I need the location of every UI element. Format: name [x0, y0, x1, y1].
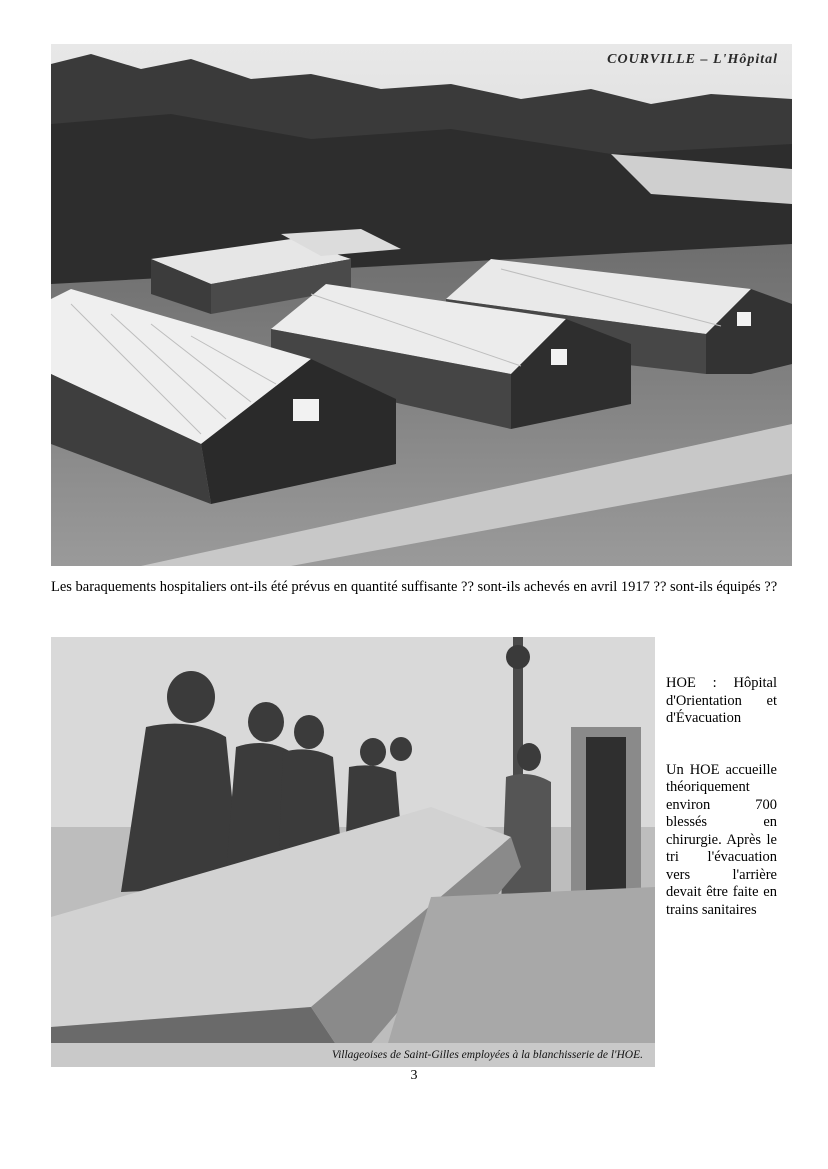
sidebar-explanation: Un HOE accueille théoriquement environ 700 blessés en chirurgie. Après le tri l'évacuation vers l'arrière devait être faite en trains sanitaires [666, 761, 777, 918]
laundry-illustration [51, 637, 655, 1067]
page-number: 3 [410, 1068, 418, 1083]
body-paragraph: Les baraquements hospitaliers ont-ils été prévus en quantité suffisante ?? sont-ils achevés en avril 1917 ?? sont-ils équipés ?? [51, 579, 778, 595]
sidebar-text [666, 675, 777, 919]
photo1-caption: COURVILLE – L'Hôpital [607, 52, 778, 67]
photo2-caption: Villageoises de Saint-Gilles employées à la blanchisserie de l'HOE. [331, 1049, 643, 1061]
barracks-illustration [51, 44, 792, 566]
hospital-barracks-photo [51, 44, 792, 566]
sidebar-definition: HOE : Hôpital d'Orientation et d'Évacuation [666, 675, 777, 726]
laundry-photo [51, 637, 655, 1067]
